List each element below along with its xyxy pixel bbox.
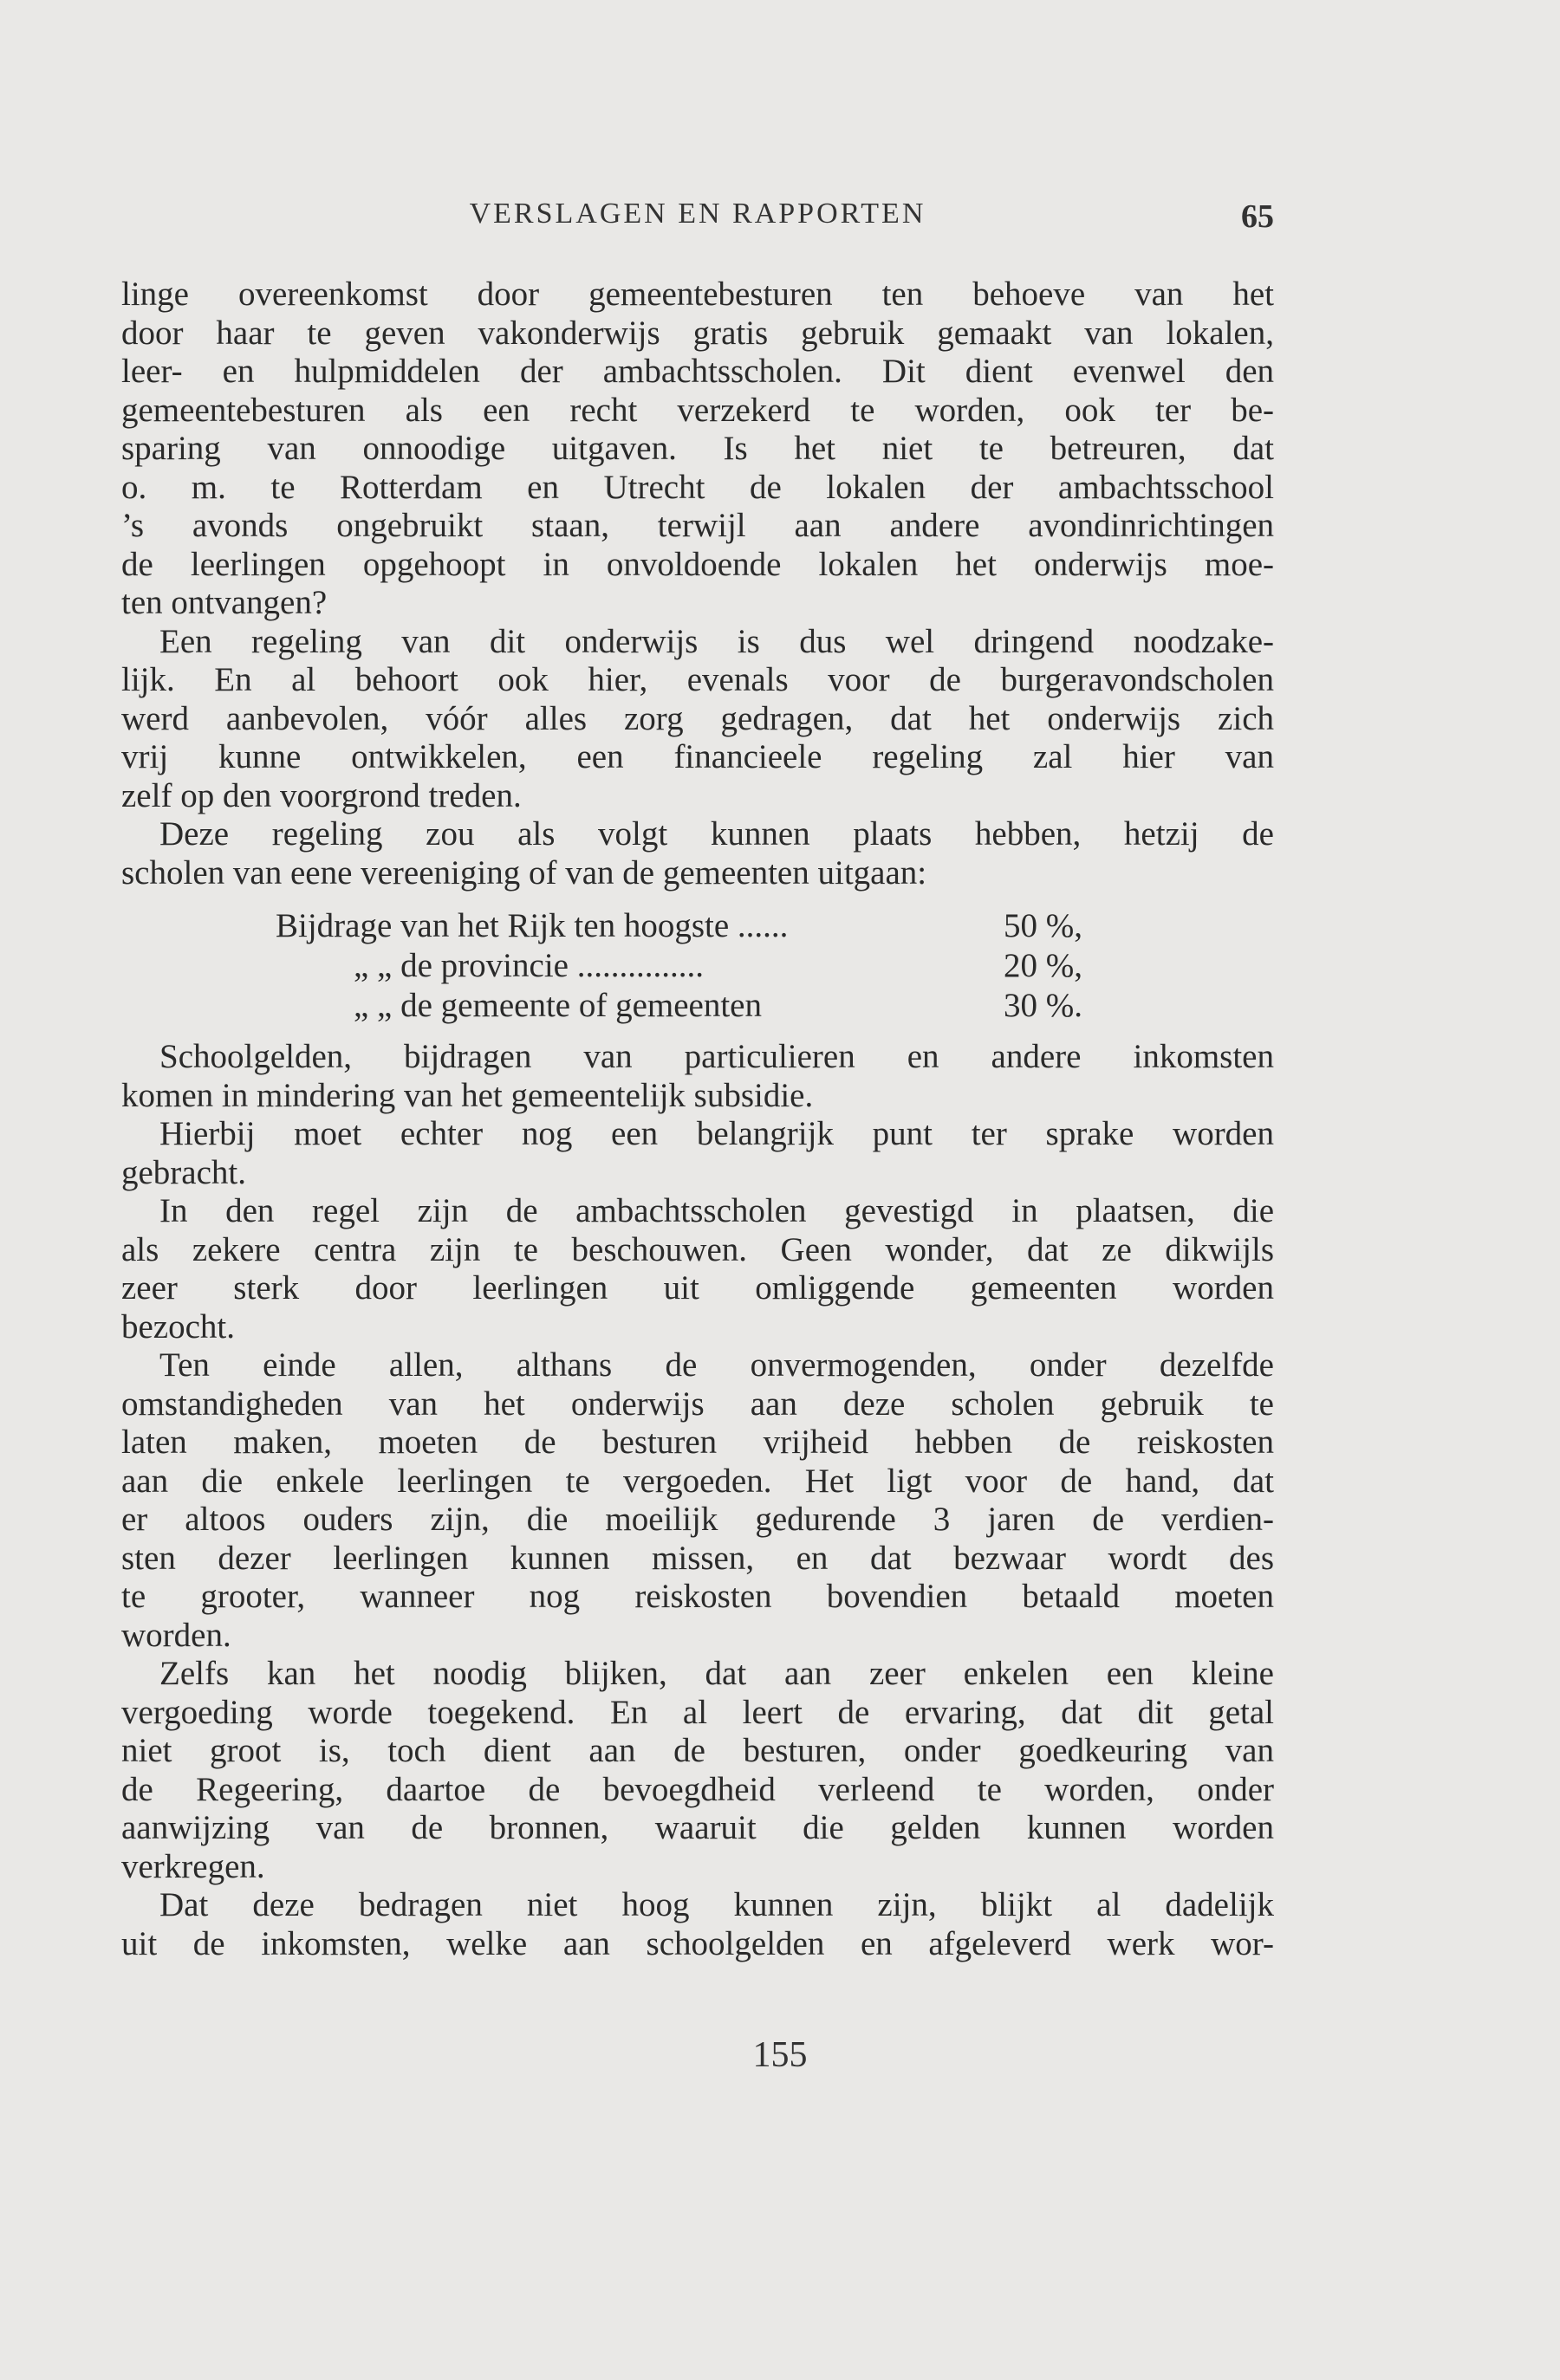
text-line: vergoeding worde toegekend. En al leert de ervaring, dat dit getal (121, 1693, 1274, 1731)
text-line: Schoolgelden, bijdragen van particulieren en andere inkomsten (159, 1038, 1274, 1075)
text-line: niet groot is, toch dient aan de besturen, onder goedkeuring van (121, 1732, 1274, 1769)
text-line: lijk. En al behoort ook hier, evenals voor de burgeravondscholen (121, 661, 1274, 698)
contribution-table (276, 906, 1246, 1026)
running-title: VERSLAGEN EN RAPPORTEN (469, 198, 926, 230)
text-line: werd aanbevolen, vóór alles zorg gedragen, dat het onderwijs zich (121, 699, 1274, 737)
text-line: linge overeenkomst door gemeentebesturen ten behoeve van het (121, 276, 1274, 313)
text-line: verkregen. (121, 1847, 265, 1885)
text-line: aan die enkele leerlingen te vergoeden. Het ligt voor de hand, dat (121, 1462, 1274, 1500)
table-row (276, 906, 1246, 946)
table-label: Bijdrage van het Rijk ten hoogste ...... (276, 907, 789, 944)
table-label: „ „ de provincie ............... (354, 947, 704, 984)
page-header (121, 198, 1274, 241)
text-line: door haar te geven vakonderwijs gratis gebruik gemaakt van lokalen, (121, 314, 1274, 352)
text-line: zeer sterk door leerlingen uit omliggende gemeenten worden (121, 1269, 1274, 1307)
table-label: „ „ de gemeente of gemeenten (354, 987, 762, 1024)
text-line: zelf op den voorgrond treden. (121, 776, 522, 814)
text-line: Hierbij moet echter nog een belangrijk punt ter sprake worden (159, 1115, 1274, 1152)
page-number: 65 (1241, 198, 1274, 235)
text-line: worden. (121, 1616, 231, 1654)
table-value: 30 %. (1004, 987, 1082, 1024)
text-line: Deze regeling zou als volgt kunnen plaats hebben, hetzij de (159, 815, 1274, 853)
text-line: ten ontvangen? (121, 584, 328, 621)
text-line: laten maken, moeten de besturen vrijheid hebben de reiskosten (121, 1423, 1274, 1461)
body-text (121, 276, 1274, 1963)
text-line: te grooter, wanneer nog reiskosten bovendien betaald moeten (121, 1578, 1274, 1615)
text-line: de leerlingen opgehoopt in onvoldoende lokalen het onderwijs moe- (121, 545, 1274, 583)
text-line: aanwijzing van de bronnen, waaruit die gelden kunnen worden (121, 1809, 1274, 1846)
text-line: scholen van eene vereeniging of van de gemeenten uitgaan: (121, 853, 927, 892)
text-line: gebracht. (121, 1153, 247, 1191)
text-line: leer- en hulpmiddelen der ambachtsscholen. Dit dient evenwel den (121, 353, 1274, 390)
text-line: Een regeling van dit onderwijs is dus wel dringend noodzake- (159, 622, 1274, 660)
text-line: omstandigheden van het onderwijs aan deze scholen gebruik te (121, 1385, 1274, 1423)
table-row (276, 946, 1246, 986)
text-line: o. m. te Rotterdam en Utrecht de lokalen der ambachtsschool (121, 468, 1274, 506)
text-line: Ten einde allen, althans de onvermogenden, onder dezelfde (159, 1346, 1274, 1384)
table-row (276, 986, 1246, 1026)
text-line: sparing van onnoodige uitgaven. Is het niet te betreuren, dat (121, 430, 1274, 467)
text-line: komen in mindering van het gemeentelijk subsidie. (121, 1076, 814, 1114)
text-line: vrij kunne ontwikkelen, een financieele regeling zal hier van (121, 738, 1274, 775)
text-line: sten dezer leerlingen kunnen missen, en dat bezwaar wordt des (121, 1539, 1274, 1577)
text-line: bezocht. (121, 1307, 236, 1346)
table-value: 20 %, (1004, 947, 1082, 984)
text-line: uit de inkomsten, welke aan schoolgelden en afgeleverd werk wor- (121, 1924, 1274, 1962)
text-line: er altoos ouders zijn, die moeilijk gedurende 3 jaren de verdien- (121, 1501, 1274, 1538)
text-line: de Regeering, daartoe de bevoegdheid verleend te worden, onder (121, 1770, 1274, 1808)
table-value: 50 %, (1004, 907, 1082, 944)
text-line: als zekere centra zijn te beschouwen. Geen wonder, dat ze dikwijls (121, 1230, 1274, 1268)
text-line: In den regel zijn de ambachtsscholen gevestigd in plaatsen, die (159, 1192, 1274, 1229)
signature-number: 155 (752, 2035, 808, 2075)
text-line: gemeentebesturen als een recht verzekerd te worden, ook ter be- (121, 391, 1274, 429)
text-line: Dat deze bedragen niet hoog kunnen zijn, blijkt al dadelijk (159, 1886, 1274, 1923)
text-line: Zelfs kan het noodig blijken, dat aan zeer enkelen een kleine (159, 1655, 1274, 1692)
text-line: ’s avonds ongebruikt staan, terwijl aan andere avondinrichtingen (121, 507, 1274, 544)
